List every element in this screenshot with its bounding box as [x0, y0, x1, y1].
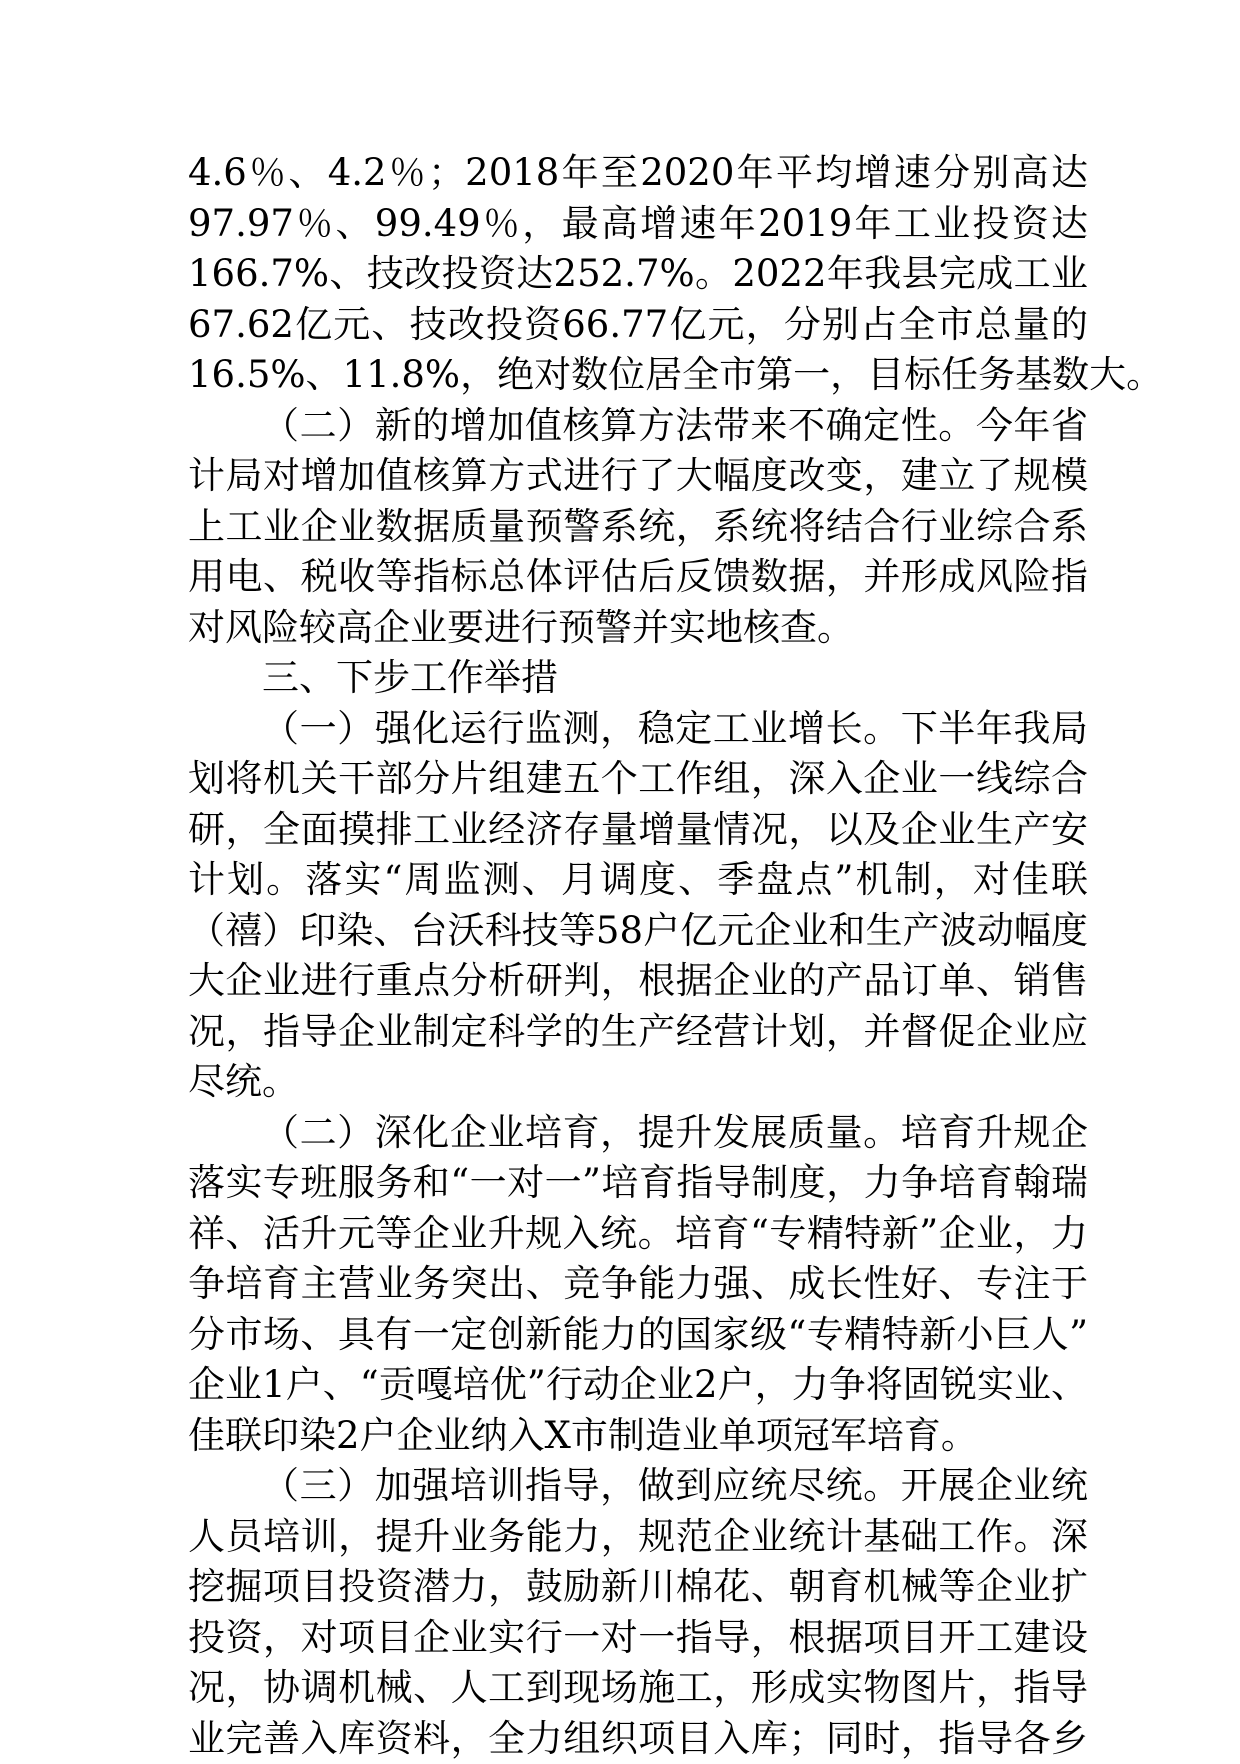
text-line: 16.5%、11.8%，绝对数位居全市第一，目标任务基数大。: [188, 350, 1088, 401]
text-line: 企业1户、“贡嘎培优”行动企业2户，力争将固锐实业、: [188, 1360, 1088, 1411]
text-line: 佳联印染2户企业纳入X市制造业单项冠军培育。: [188, 1411, 1088, 1462]
text-line: 况，协调机械、人工到现场施工，形成实物图片，指导: [188, 1663, 1088, 1714]
text-line: 97.97％、99.49％，最高增速年2019年工业投资达: [188, 199, 1088, 250]
paragraph-start-line: （一）强化运行监测，稳定工业增长。下半年我局: [188, 704, 1088, 755]
text-line: 67.62亿元、技改投资66.77亿元，分别占全市总量的: [188, 300, 1088, 351]
text-line: 挖掘项目投资潜力，鼓励新川棉花、朝育机械等企业扩: [188, 1562, 1088, 1613]
text-line: 人员培训，提升业务能力，规范企业统计基础工作。深: [188, 1512, 1088, 1563]
text-line: 用电、税收等指标总体评估后反馈数据，并形成风险指: [188, 552, 1088, 603]
text-line: 落实专班服务和“一对一”培育指导制度，力争培育翰瑞: [188, 1158, 1088, 1209]
text-line: 对风险较高企业要进行预警并实地核查。: [188, 603, 1088, 654]
body-text: [188, 148, 1088, 1764]
text-line: 计局对增加值核算方式进行了大幅度改变，建立了规模: [188, 451, 1088, 502]
text-line: 大企业进行重点分析研判，根据企业的产品订单、销售: [188, 956, 1088, 1007]
text-line: 上工业企业数据质量预警系统，系统将结合行业综合系: [188, 502, 1088, 553]
text-line: （禧）印染、台沃科技等58户亿元企业和生产波动幅度: [188, 906, 1088, 957]
text-line: 研，全面摸排工业经济存量增量情况，以及企业生产安: [188, 805, 1088, 856]
text-line: 计划。落实“周监测、月调度、季盘点”机制，对佳联: [188, 855, 1088, 906]
text-line: 况，指导企业制定科学的生产经营计划，并督促企业应: [188, 1007, 1088, 1058]
text-line: 划将机关干部分片组建五个工作组，深入企业一线综合: [188, 754, 1088, 805]
text-line: 争培育主营业务突出、竞争能力强、成长性好、专注于: [188, 1259, 1088, 1310]
paragraph-start-line: （三）加强培训指导，做到应统尽统。开展企业统: [188, 1461, 1088, 1512]
text-line: 祥、活升元等企业升规入统。培育“专精特新”企业，力: [188, 1209, 1088, 1260]
text-line: 分市场、具有一定创新能力的国家级“专精特新小巨人”: [188, 1310, 1088, 1361]
text-line: 4.6％、4.2％；2018年至2020年平均增速分别高达: [188, 148, 1088, 199]
paragraph-start-line: （二）新的增加值核算方法带来不确定性。今年省: [188, 401, 1088, 452]
text-line: 投资，对项目企业实行一对一指导，根据项目开工建设: [188, 1613, 1088, 1664]
text-line: 尽统。: [188, 1057, 1088, 1108]
text-line: 业完善入库资料，全力组织项目入库；同时，指导各乡: [188, 1714, 1088, 1764]
section-heading: 三、下步工作举措: [188, 653, 1088, 704]
text-line: 166.7%、技改投资达252.7%。2022年我县完成工业: [188, 249, 1088, 300]
paragraph-start-line: （二）深化企业培育，提升发展质量。培育升规企: [188, 1108, 1088, 1159]
